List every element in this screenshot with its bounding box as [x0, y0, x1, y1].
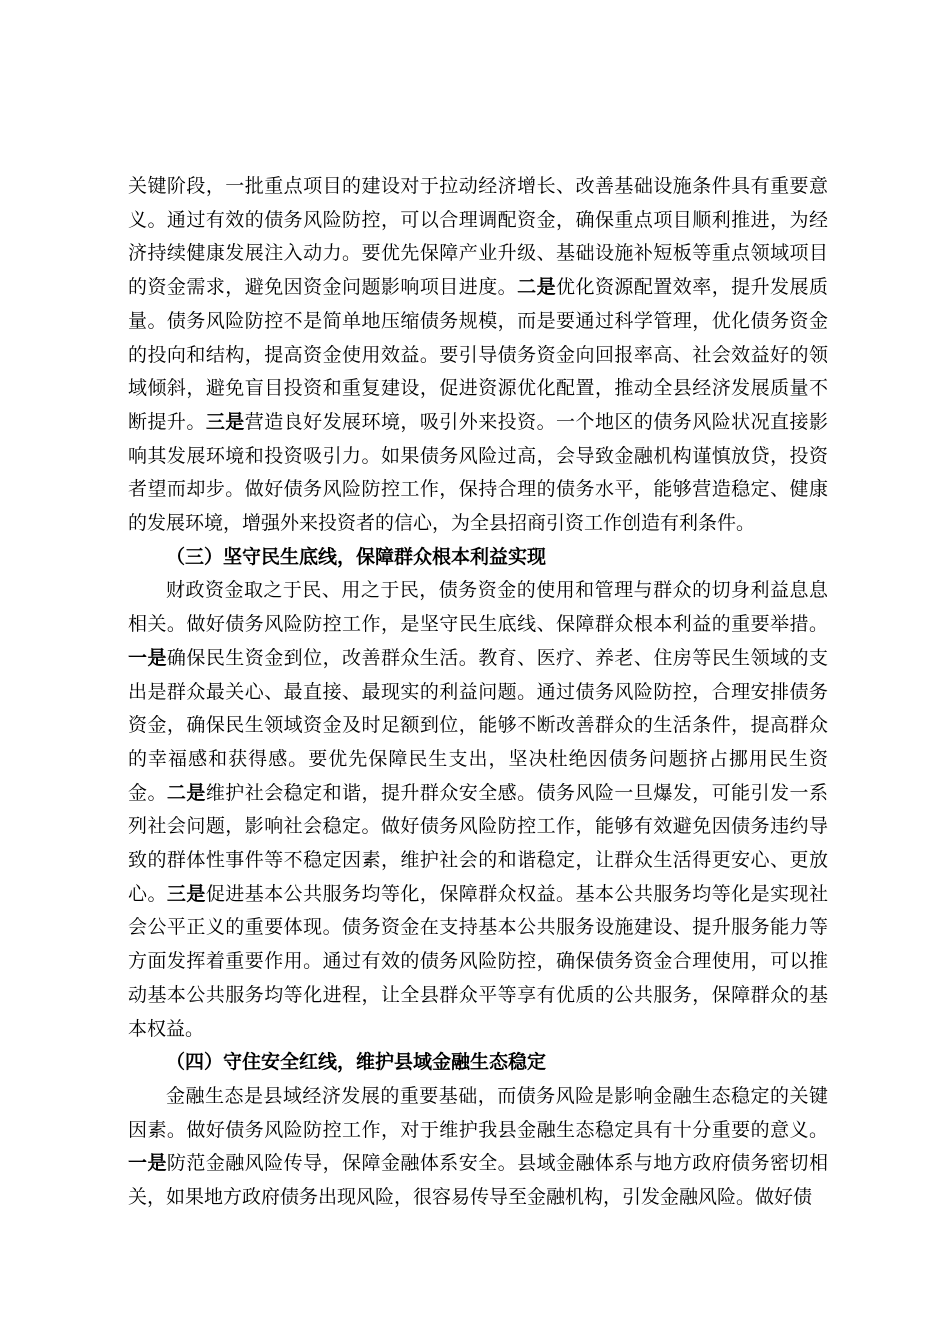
paragraph-text: 确保民生资金到位，改善群众生活。教育、医疗、养老、住房等民生领域的支出是群众最关心、最直接、最现实的利益问题。通过债务风险防控，合理安排债务资金，确保民生领域资金及时足额到位，能够不断改善群众的生活条件，提高群众的幸福感和获得感。要优先保障民生支出，坚决杜绝因债务问题挤占挪用民生资金。 — [128, 646, 828, 804]
paragraph-text: 优化资源配置效率，提升发展质量。债务风险防控不是简单地压缩债务规模，而是要通过科学管理，优化债务资金的投向和结构，提高资金使用效益。要引导债务资金向回报率高、社会效益好的领域倾斜，避免盲目投资和重复建设，促进资源优化配置，推动全县经济发展质量不断提升。 — [128, 276, 828, 433]
point-label: 二是 — [166, 781, 206, 804]
paragraph-section2-continued — [128, 170, 828, 541]
section-heading-3: （三）坚守民生底线，保障群众根本利益实现 — [166, 545, 547, 568]
point-label: 三是 — [205, 410, 245, 433]
point-label: 一是 — [128, 1152, 167, 1175]
paragraph-text: 财政资金取之于民、用之于民，债务资金的使用和管理与群众的切身利益息息相关。做好债务风险防控工作，是坚守民生底线、保障群众根本利益的重要举措。 — [128, 579, 828, 636]
paragraph-text: 维护社会稳定和谐，提升群众安全感。债务风险一旦爆发，可能引发一系列社会问题，影响社会稳定。做好债务风险防控工作，能够有效避免因债务违约导致的群体性事件等不稳定因素，维护社会的和谐稳定，让群众生活得更安心、更放心。 — [128, 781, 828, 905]
point-label: 二是 — [517, 276, 557, 299]
point-label: 一是 — [128, 646, 167, 669]
paragraph-text: 营造良好发展环境，吸引外来投资。一个地区的债务风险状况直接影响其发展环境和投资吸引力。如果债务风险过高，会导致金融机构谨慎放贷，投资者望而却步。做好债务风险防控工作，保持合理的债务水平，能够营造稳定、健康的发展环境，增强外来投资者的信心，为全县招商引资工作创造有利条件。 — [128, 410, 828, 535]
paragraph-text: 促进基本公共服务均等化，保障群众权益。基本公共服务均等化是实现社会公平正义的重要体现。债务资金在支持基本公共服务设施建设、提升服务能力等方面发挥着重要作用。通过有效的债务风险防控，确保债务资金合理使用，可以推动基本公共服务均等化进程，让全县群众平等享有优质的公共服务，保障群众的基本权益。 — [128, 882, 828, 1040]
paragraph-text: 防范金融风险传导，保障金融体系安全。县域金融体系与地方政府债务密切相关，如果地方政府债务出现风险，很容易传导至金融机构，引发金融风险。做好债 — [128, 1152, 828, 1209]
paragraph-section4 — [128, 1080, 828, 1215]
paragraph-text: 关键阶段，一批重点项目的建设对于拉动经济增长、改善基础设施条件具有重要意义。通过有效的债务风险防控，可以合理调配资金，确保重点项目顺利推进，为经济持续健康发展注入动力。要优先保障产业升级、基础设施补短板等重点领域项目的资金需求，避免因资金问题影响项目进度。 — [128, 175, 828, 299]
document-body — [128, 170, 828, 1215]
point-label: 三是 — [166, 882, 206, 905]
section-heading-4: （四）守住安全红线，维护县域金融生态稳定 — [166, 1051, 547, 1074]
paragraph-text: 金融生态是县域经济发展的重要基础，而债务风险是影响金融生态稳定的关键因素。做好债务风险防控工作，对于维护我县金融生态稳定具有十分重要的意义。 — [128, 1084, 828, 1141]
paragraph-section3 — [128, 574, 828, 1046]
